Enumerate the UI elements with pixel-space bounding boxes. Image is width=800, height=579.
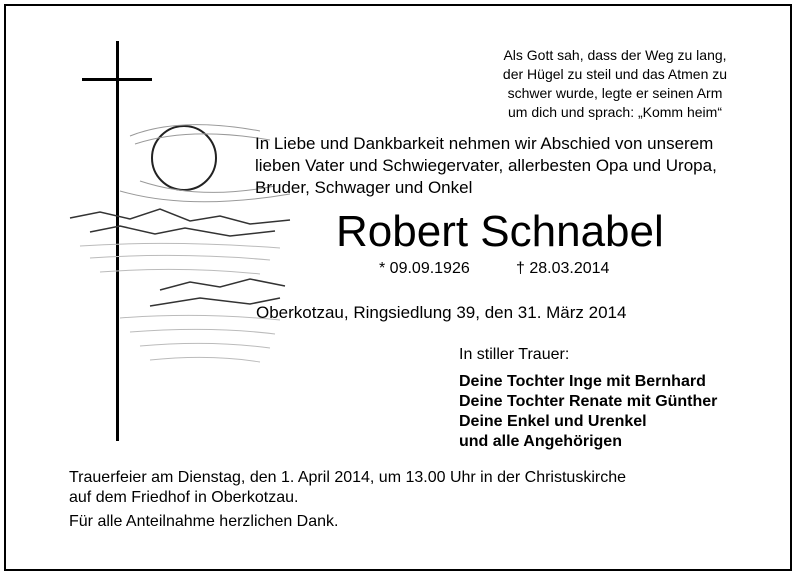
poem-quote (470, 46, 760, 122)
funeral-info (69, 468, 626, 508)
mourners-list (459, 372, 717, 452)
poem-line: der Hügel zu steil und das Atmen zu (502, 66, 728, 82)
death-date: † 28.03.2014 (516, 260, 610, 277)
cross-icon (116, 41, 119, 441)
mourner-line: und alle Angehörigen (459, 433, 622, 450)
place-and-date: Oberkotzau, Ringsiedlung 39, den 31. März 2014 (256, 303, 627, 322)
intro-line: Bruder, Schwager und Onkel (255, 178, 473, 197)
farewell-intro (255, 133, 775, 199)
intro-line: In Liebe und Dankbarkeit nehmen wir Abschied von unserem (255, 134, 714, 153)
deceased-name: Robert Schnabel (336, 207, 664, 256)
mourner-line: Deine Enkel und Urenkel (459, 413, 647, 430)
mourner-line: Deine Tochter Inge mit Bernhard (459, 373, 706, 390)
poem-line: um dich und sprach: „Komm heim“ (508, 104, 722, 120)
mourning-heading: In stiller Trauer: (459, 346, 570, 363)
intro-line: lieben Vater und Schwiegervater, allerbesten Opa und Uropa, (255, 156, 717, 175)
birth-date: * 09.09.1926 (379, 260, 470, 277)
cross-and-landscape-illustration (60, 36, 320, 456)
mourner-line: Deine Tochter Renate mit Günther (459, 393, 718, 410)
poem-line: Als Gott sah, dass der Weg zu lang, (503, 47, 727, 63)
thanks-note: Für alle Anteilnahme herzlichen Dank. (69, 513, 339, 530)
sun-drawing (152, 126, 216, 190)
funeral-line: auf dem Friedhof in Oberkotzau. (69, 489, 299, 506)
funeral-line: Trauerfeier am Dienstag, den 1. April 2014, um 13.00 Uhr in der Christuskirche (69, 469, 627, 486)
poem-line: schwer wurde, legte er seinen Arm (507, 85, 723, 101)
